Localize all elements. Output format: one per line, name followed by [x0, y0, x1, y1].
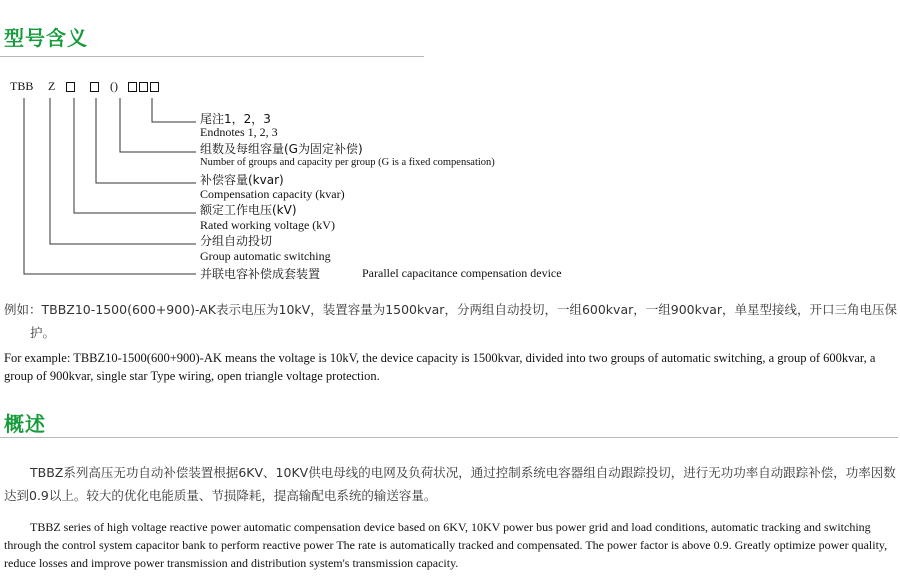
code-paren: () — [110, 79, 118, 93]
code-prefix: TBB — [10, 79, 34, 93]
switching-cn-label: 分组自动投切 — [200, 234, 273, 248]
endnotes-cn-label: 尾注1，2，3 — [200, 112, 271, 126]
section-title-overview: 概述 — [4, 412, 46, 436]
bracket-voltage — [74, 98, 196, 213]
overview-en-text: TBBZ series of high voltage reactive power automatic compensation device based on 6KV, 10KV power bus power grid and load conditions, automatic tracking and switching through the control system capacitor bank to perform reactive power The rate is automatically tracked and compensated. The power factor is above 0.9. Greatly optimize power quality, reduce losses and improve power transmission and distribution system's transmission capacity. — [4, 520, 888, 570]
example-en-text: For example: TBBZ10-1500(600+900)-AK means the voltage is 10kV, the device capacity is 1500kvar, divided into two groups of automatic switching, a group of 600kvar, a group of 900kvar, single star Type wiring, open triangle voltage protection. — [4, 351, 876, 383]
bracket-capacity — [96, 98, 196, 183]
section-title-model-meaning: 型号含义 — [4, 26, 88, 50]
device-en-label: Parallel capacitance compensation device — [362, 266, 562, 280]
model-code-diagram — [0, 68, 660, 288]
bracket-endnotes — [152, 98, 196, 122]
device-cn-label: 并联电容补偿成套装置 — [200, 267, 321, 281]
capacity-en-label: Compensation capacity (kvar) — [200, 187, 345, 201]
groups-en-label: Number of groups and capacity per group (G is a fixed compensation) — [200, 157, 495, 168]
example-cn-text: 例如：TBBZ10-1500(600+900)-AK表示电压为10kV，装置容量为1500kvar，分两组自动投切，一组600kvar，一组900kvar，单星型接线，开口三角电压保护。 — [4, 302, 898, 340]
section-divider-overview — [0, 437, 898, 438]
capacity-cn-label: 补偿容量(kvar) — [200, 173, 284, 187]
switching-en-label: Group automatic switching — [200, 249, 331, 263]
endnotes-en-label: Endnotes 1, 2, 3 — [200, 125, 278, 139]
voltage-en-label: Rated working voltage (kV) — [200, 218, 335, 232]
code-z: Z — [48, 79, 56, 93]
bracket-switching — [50, 98, 196, 244]
overview-cn-text: TBBZ系列高压无功自动补偿装置根据6KV、10KV供电母线的电网及负荷状况，通过控制系统电容器组自动跟踪投切，进行无功功率自动跟踪补偿，功率因数达到0.9以上。较大的优化电能质量、节损降耗，提高输配电系统的输送容量。 — [4, 465, 896, 503]
groups-cn-label: 组数及每组容量(G为固定补偿) — [200, 142, 363, 156]
voltage-cn-label: 额定工作电压(kV) — [200, 203, 297, 217]
bracket-groups — [120, 98, 196, 152]
section-divider — [0, 56, 424, 57]
